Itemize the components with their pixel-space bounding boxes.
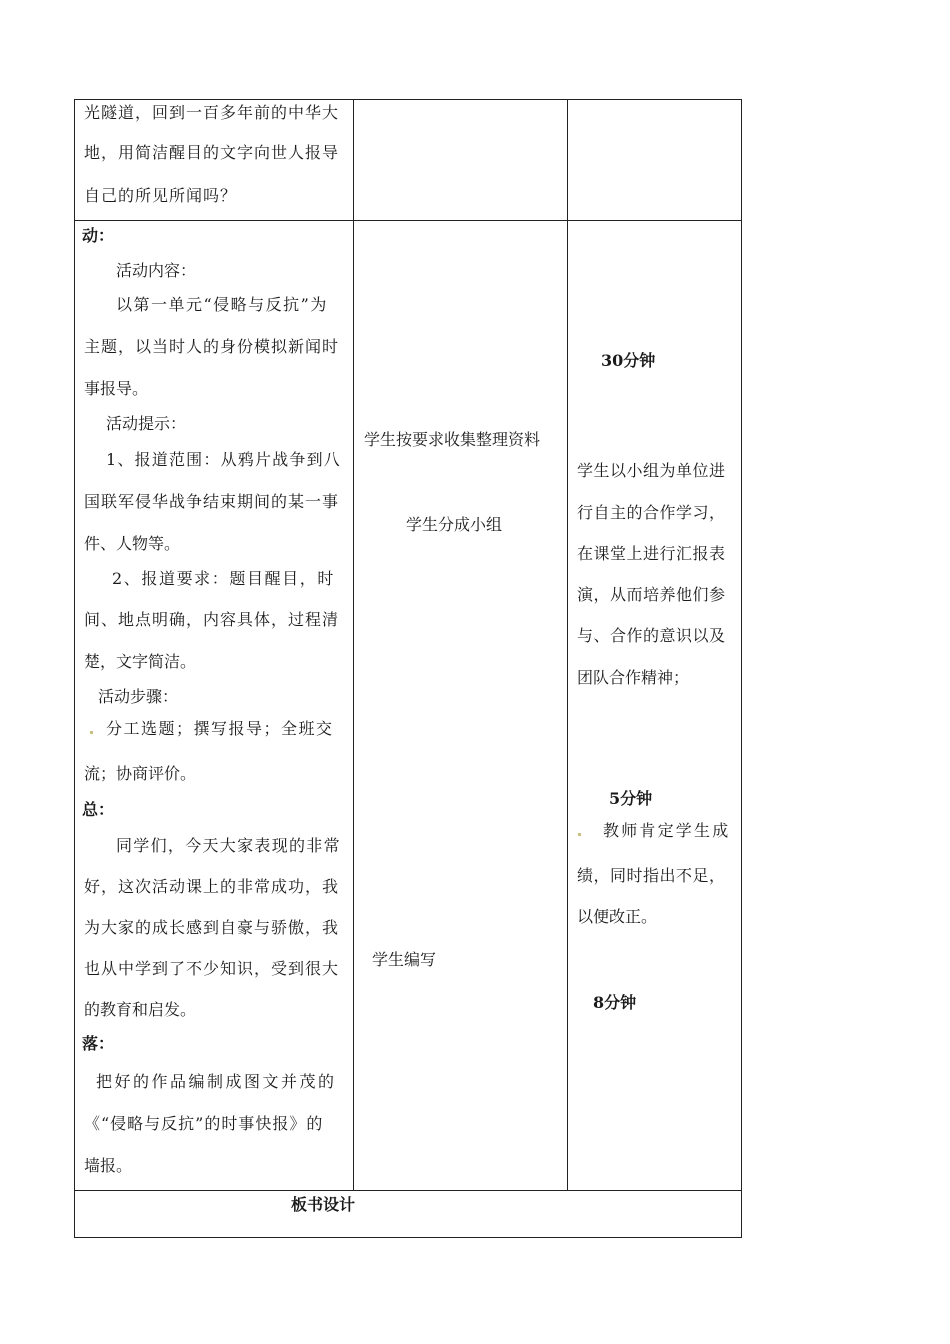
landing-line-3: 墙报。 — [84, 1156, 133, 1175]
hint1-line-2: 国联军侵华战争结束期间的某一事 — [84, 492, 340, 511]
time-30-min: 30分钟 — [601, 351, 656, 370]
purpose1-line-4: 演，从而培养他们参 — [577, 585, 726, 604]
hint1-line-3: 件、人物等。 — [84, 534, 181, 553]
content-line-2: 主题，以当时人的身份模拟新闻时 — [84, 337, 340, 356]
landing-line-2: 《“侵略与反抗”的时事快报》的 — [84, 1114, 324, 1133]
heading-luo: 落： — [82, 1034, 115, 1053]
intro-line-3: 自己的所见所闻吗？ — [84, 186, 238, 205]
board-design-title: 板书设计 — [291, 1195, 356, 1214]
purpose2-line-2: 绩，同时指出不足， — [577, 866, 726, 885]
heading-zong: 总： — [82, 800, 115, 819]
purpose1-line-6: 团队合作精神； — [577, 668, 690, 687]
activity-content-label: 活动内容： — [116, 261, 197, 280]
steps-bullet-icon — [90, 731, 93, 734]
steps-line-1: 分工选题；撰写报导；全班交 — [106, 719, 334, 738]
summary-line-4: 也从中学到了不少知识，受到很大 — [84, 959, 340, 978]
student-group-text: 学生分成小组 — [406, 515, 503, 534]
column-divider-1 — [353, 99, 354, 1191]
purpose1-line-5: 与、合作的意识以及 — [577, 626, 726, 645]
intro-line-2: 地，用简洁醒目的文字向世人报导 — [84, 143, 340, 162]
purpose1-line-1: 学生以小组为单位进 — [577, 461, 726, 480]
purpose2-line-3: 以便改正。 — [577, 907, 658, 926]
hint2-line-2: 间、地点明确，内容具体，过程清 — [84, 610, 340, 629]
hint2-line-3: 楚，文字简洁。 — [84, 652, 197, 671]
summary-line-2: 好，这次活动课上的非常成功，我 — [84, 877, 340, 896]
heading-dong: 动： — [82, 226, 115, 245]
student-write-text: 学生编写 — [372, 950, 437, 969]
purpose2-line-1: 教师肯定学生成 — [603, 821, 731, 840]
hint1-line-1: 1、报道范围：从鸦片战争到八 — [106, 450, 341, 469]
landing-line-1: 把好的作品编制成图文并茂的 — [96, 1072, 337, 1091]
purpose1-line-2: 行自主的合作学习， — [577, 503, 726, 522]
student-collect-text: 学生按要求收集整理资料 — [364, 430, 541, 449]
table-border-left — [74, 99, 75, 1238]
content-line-1: 以第一单元“侵略与反抗”为 — [116, 295, 328, 314]
steps-line-2: 流；协商评价。 — [84, 764, 197, 783]
row-divider-1 — [74, 220, 742, 221]
content-line-3: 事报导。 — [84, 379, 149, 398]
purpose2-bullet-icon — [578, 833, 581, 836]
hint2-line-1: 2、报道要求：题目醒目，时 — [112, 569, 335, 588]
steps-label: 活动步骤： — [98, 687, 179, 706]
summary-line-3: 为大家的成长感到自豪与骄傲，我 — [84, 918, 340, 937]
table-border-bottom — [74, 1237, 742, 1238]
summary-line-5: 的教育和启发。 — [84, 1000, 197, 1019]
table-border-right — [741, 99, 742, 1238]
row-divider-2 — [74, 1190, 742, 1191]
intro-line-1: 光隧道，回到一百多年前的中华大 — [84, 103, 340, 122]
column-divider-2 — [567, 99, 568, 1191]
purpose1-line-3: 在课堂上进行汇报表 — [577, 544, 726, 563]
table-border-top — [74, 99, 742, 100]
time-5-min: 5分钟 — [609, 789, 653, 808]
time-8-min: 8分钟 — [593, 993, 637, 1012]
hint-label: 活动提示： — [106, 414, 187, 433]
summary-line-1: 同学们，今天大家表现的非常 — [116, 836, 341, 855]
